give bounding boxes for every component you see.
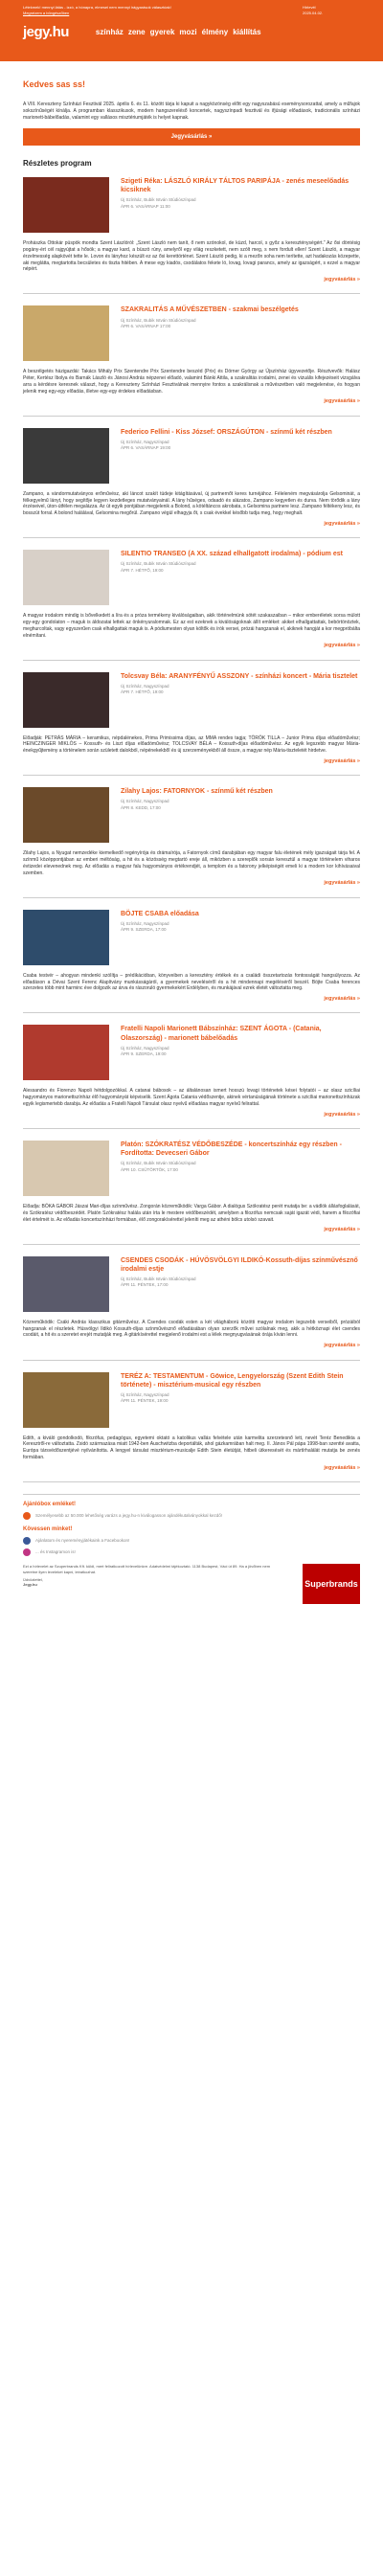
event-description: Közreműködik: Csáki András klasszikus gitárművész. A Csendes csodák esten a két világháború közötti magyar irodalom legszebb verseiből, prózáiból hangzanak el részletek. Húsvölgyi Ildikó Kossuth-díjas színművésznő előadásában olyan szerzők művei szólalnak meg, akik a hétköznapi élet csendes csodáit, a hit és a szeretet erejét mutatják meg. A gitárkísérettel megjelenő irodalmi est a lélek megnyugvásának órája kíván lenni. [23, 1319, 360, 1339]
header-top-left [23, 5, 214, 15]
event-buy-link[interactable]: jegyvásárlás » [324, 757, 360, 764]
follow-title: Kövessen minket! [23, 1526, 73, 1533]
legal-text: Ezt a hírlevelet az Szuperbrands Kft. küldi, mert feliratkozott hírlevelünkre. Adatvédelmi tájékoztató. 1138 Budapest, Váci út 89. Ha a jövőben nem szeretne ilyen leveleket kapni, leiratkozhat. [23, 1564, 271, 1574]
event-title[interactable]: TERÉZ A: TESTAMENTUM - Göwice, Lengyelország (Szent Edith Stein története) - misztérium-musical egy részben [121, 1372, 344, 1389]
event-image[interactable] [23, 1256, 109, 1312]
intro [23, 102, 360, 121]
event-item [23, 550, 360, 660]
event-title[interactable]: Zilahy Lajos: FATORNYOK - színmű két részben [121, 788, 273, 796]
facebook-text: Ajánlatom és nyereményjátékaink a Facebookon! [35, 1538, 130, 1544]
event-item [23, 1372, 360, 1482]
event-image[interactable] [23, 1025, 109, 1080]
event-image[interactable] [23, 910, 109, 965]
event-buy-link[interactable]: jegyvásárlás » [324, 643, 360, 649]
event-buy-link[interactable]: jegyvásárlás » [324, 880, 360, 887]
event-image[interactable] [23, 550, 109, 605]
recommend-text: Személyesebb az 50.000 lehetőség varázs a jegy.hu-n kiválogasson ajándékutalványokkal kezdő! [35, 1512, 223, 1518]
buy-tickets-button[interactable]: Jegyvásárlás » [23, 128, 360, 146]
recommend-title: Ajánlóbox emléket! [23, 1501, 77, 1507]
newsletter-label: Hírlevél [303, 5, 316, 10]
events-list [23, 177, 360, 1482]
event-item [23, 305, 360, 416]
event-buy-link[interactable]: jegyvásárlás » [324, 277, 360, 283]
event-title[interactable]: Platón: SZÓKRATÉSZ VÉDŐBESZÉDE - koncertszínház egy részben - Fordította: Devecseri Gábor [121, 1141, 342, 1158]
event-image[interactable] [23, 177, 109, 233]
facebook-link[interactable] [23, 1537, 360, 1545]
gift-icon [23, 1512, 31, 1520]
section-title: Részletes program [23, 159, 92, 169]
event-image[interactable] [23, 1372, 109, 1428]
event-title[interactable]: CSENDES CSODÁK - HÚVÖSVÖLGYI ILDIKÓ-Kossuth-díjas színművésznő irodalmi estje [121, 1256, 358, 1273]
event-venue: Új Színház, Bubik István Stúdiószínpad [121, 317, 196, 323]
event-description: Alessandro és Fiorenzo Napoli hétdolgozókkal. A catanai bábosok – az általánosan ismert hosszú lovagi történetek kései folytatói – az olasz szicíliai hagyományos marionettszínház élő hagyományát képviselik. Szent Ágota Catania védőszentje, akinek vértanúságának története a szicíliai marionettszínházak egyik legismertebb darabja. Az előadás a Fratelli Napoli Társulat olasz nyelvű előadása magyar nyelvű felirattal. [23, 1088, 360, 1107]
event-description: A beszélgetés házigazdái: Takács Mihály Prix Szentendre Prix Szentendre beszéd (Prix) és Dörner György az Újszínház ügyvezetője. Résztvevők: Halász Péter, Kertész Ibolya és Barnák László és Jánosi András népzenei előadó, valamint Bánki Attila, a szakralitás irodalmi, zenei és vizuális kifejezéseit vizsgálva arra a kérdésre keresnek választ, hogy a Kereszteny Színházi Fesztiválnak mennyire fontos a szakrálisnak a művészetben való megjelenése, és hogyan jelenik meg egy-egy előadás, illetve egy-egy érdekes előadásban. [23, 369, 360, 395]
event-item [23, 1256, 360, 1361]
event-venue: Új Színház, Nagyszínpad [121, 1391, 169, 1397]
superbrands-logo: Superbrands [303, 1564, 360, 1604]
event-buy-link[interactable]: jegyvásárlás » [324, 1227, 360, 1233]
event-description: Prohászka Ottokár püspök mondta Szent Lászlóról: „Szent László nem tanít, ő nem szónokol, de küzd, harcol, s győz a kereszténységért.” Az ősi döntésig pogány-ért cél rajgyújtat a hősök; a magyar kard, a büszö rúny, amelyről egy világ reszketett, nem szólt meg, s nem fordult ellen! Szent László, a magyar érzelmesség alapkövét tette le. Lovon és lányhoz készült ez az ősi kerettörténet. Szent László pedig, ki a mezőn soha nem terítette, azt hadakozás közepette, aki meglátta, megtartotta becsületes és tiszta hitében. A mese egy kiadós, csodálatos fekete ló, lovag, lovagi parancs, amely az igazságért, s ezzel a magyar népért. [23, 240, 360, 273]
event-title[interactable]: Tolcsvay Béla: ARANYFÉNYŰ ASSZONY - színházi koncert - Mária tisztelet [121, 672, 358, 680]
event-buy-link[interactable]: jegyvásárlás » [324, 1464, 360, 1471]
event-title[interactable]: SZAKRALITÁS A MŰVÉSZETBEN - szakmai beszélgetés [121, 306, 299, 314]
newsletter-date: 2025.04.02. [303, 10, 324, 15]
main-nav [96, 28, 261, 38]
nav-item-0[interactable]: színház [95, 27, 124, 36]
header [0, 0, 383, 61]
event-venue: Új Színház, Nagyszínpad [121, 799, 169, 804]
event-image[interactable] [23, 1141, 109, 1196]
event-date: ÁPR 7. HÉTFŐ, 19:00 [121, 689, 164, 695]
instagram-icon [23, 1548, 31, 1556]
header-top-right [303, 5, 360, 15]
event-item [23, 910, 360, 1014]
event-date: ÁPR 6. VASÁRNAP 17:00 [121, 323, 171, 328]
nav-item-5[interactable]: kiállítás [233, 27, 261, 36]
recommend-row[interactable] [23, 1512, 360, 1520]
event-description: Csaba testvér – ahogyan mindenki szólítja – prédikációban, könyveiben a keresztény értékek és a családi összetartozás fontosságát hangsúlyozza. Az előadáson a Dévai Szent Ferenc Alapítvány munkásságáról, a gyermekek neveléséről és a hit mindennapi megéléséről beszél. Böjte Csaba ferences szerzetes több mint harminc éve dolgozik az árva és rászoruló gyermekekért Erdélyben, és munkájával ezrek életét változtatta meg. [23, 972, 360, 992]
event-date: ÁPR 11. PÉNTEK, 19:00 [121, 1397, 169, 1403]
event-image[interactable] [23, 672, 109, 728]
event-image[interactable] [23, 787, 109, 843]
event-venue: Új Színház, Nagyszínpad [121, 683, 169, 689]
event-item [23, 672, 360, 777]
event-description: Előadják: PETRÁS MÁRIA – keramikus, népdalénekes, Prima Primissima díjas, az MMA rendes tagja; TÖRÖK TILLA – Junior Prima díjas előadóművész; HEINCZINGER MIKLÓS – Kossuth- és Liszt díjas előadóművész; TOLCSVAY BÉLA – Kossuth-díjas előadóművész. Az egyik legszebb magyar Mária-énekgyűjtemény a történelem során született dalokból, népénekekből és új szerzeményekből áll össze, a magyar nép Mária-tiszteletét hirdetve. [23, 734, 360, 755]
greeting-title: Kedves sas ss! [23, 79, 86, 89]
event-image[interactable] [23, 428, 109, 484]
event-venue: Új Színház, Nagyszínpad [121, 1045, 169, 1051]
event-buy-link[interactable]: jegyvásárlás » [324, 520, 360, 527]
event-title[interactable]: Federico Fellini - Kiss József: ORSZÁGÚTON - színmű két részben [121, 428, 332, 436]
event-date: ÁPR 9. SZERDA, 19:00 [121, 1051, 167, 1056]
event-title[interactable]: BÖJTE CSABA előadása [121, 910, 199, 917]
nav-item-1[interactable]: zene [127, 27, 146, 36]
event-description: Edith, a kiváló gondolkodó, filozófus, pedagógus, egyetemi oktató a katolikus vallás felvétele után karmelita szerzetesnő lett, nevét Teréz Benedikta a Keresztről-re változtatta. Zsidó származása miatt 1942-ben Auschwitzba deportálták, ahol gázkamrában halt meg. II. János Pál pápa 1998-ban szentté avatta, Európa társvédőszentjévé nyilvánította. A lengyel társulat misztérium-musicalje Edith Stein életútját, hitbeli útkeresését és mártírhalálát mutatja be zenés formában. [23, 1435, 360, 1460]
nav-item-4[interactable]: élmény [201, 27, 229, 36]
facebook-icon [23, 1537, 31, 1545]
event-title[interactable]: Fratelli Napoli Marionett Bábszínház: SZENT ÁGOTA - (Catania, Olaszország) - marionett bábelőadás [121, 1026, 322, 1042]
event-item [23, 1025, 360, 1129]
event-title[interactable]: SILENTIO TRANSEO (A XX. század elhallgatott irodalma) - pódium est [121, 551, 343, 558]
event-venue: Új Színház, Bubik István Stúdiószínpad [121, 561, 196, 567]
event-date: ÁPR 6. VASÁRNAP 19:00 [121, 445, 171, 451]
event-item [23, 1141, 360, 1245]
browser-link[interactable]: Megnézem a böngészőben [23, 10, 70, 15]
event-venue: Új Színház, Bubik István Stúdiószínpad [121, 1277, 196, 1282]
instagram-text: ... és Instagramon is! [35, 1549, 76, 1555]
event-description: Zilahy Lajos, a Nyugat nemzedéke kiemelkedő regényírója és drámaírója, a Fatornyok című darabjában egy magyar falu életének mély igazságait tárja fel. A színmű középpontjában az emberi méltóság, a hit és a közösség megtartó ereje áll, miközben a szereplők sorsán keresztül a magyar történelem viharos évtizedei elevenednek meg. Az előadás a magyar falu hagyományos értékrendjét, a templom és a fatorony jelképiségét emeli ki a modern kor kihívásaival szemben. [23, 850, 360, 876]
event-venue: Új Színház, Bubik István Stúdiószínpad [121, 1161, 196, 1166]
nav-item-3[interactable]: mozi [179, 27, 197, 36]
intro-paragraph: A VIII. Kereszteny Színházi Fesztivál 2025. április 6. és 11. között tárja ki kapuit a nagyközönség előtt egy nagyszabású eseménysorozattal, amely a műfajok sokszínűségét kínálja. A programban klasszikusok, modern hangszereléső koncertek, nagyszínpadi fesztivál és ifjúsági előadások, tradicionális színházi marionett-bábelőadás, valamint egy vallásos misztériumjáték is helyet kapnak. [23, 102, 360, 121]
nav-item-2[interactable]: gyerek [149, 27, 175, 36]
event-item [23, 428, 360, 538]
event-image[interactable] [23, 305, 109, 361]
event-venue: Új Színház, Bubik István Stúdiószínpad [121, 197, 196, 203]
event-date: ÁPR 11. PÉNTEK, 17:00 [121, 1282, 169, 1288]
event-buy-link[interactable]: jegyvásárlás » [324, 398, 360, 405]
event-description: A magyar irodalom mindig is bővelkedett a líra és a próza termékeny kiválóságaiban, akik történelmünk sötét szakaszaiban – mikor emberéletek sorsa múlott egy-egy gondolaton – maguk is áldozatai lettek az önkényuralomnak. Ez az est ezeknek a kiválóságoknak állít emléket: akiket elhallgattattak, bebörtönöztek, meghurcoltak, vagy egyszerűen csak elhallgattak maguk is. A pódiumesten olyan költők és írók versei, prózái hangzanak el, akiknek hangját a kor megpróbálta elnémítani. [23, 613, 360, 639]
event-date: ÁPR 7. HÉTFŐ, 19:00 [121, 567, 164, 573]
event-item [23, 787, 360, 897]
event-item [23, 177, 360, 294]
signature-brand: Jegy.hu [23, 1582, 37, 1588]
event-description: Előadja: BÓKA GÁBOR Jászai Mari-díjas színművész. Zongorán közreműködik: Varga Gábor. A dialógus Szókratész perét mutatja be: a vádlók állásfoglalását, és Szókratész védőbeszédét. Platón Szókratész halála után írta le mestere védőbeszédét, amelyben a filozófus nemcsak saját igazát védi, hanem a filozófiai élet értelmét is. Az előadás koncertszínházi formában, élő zongorakísérettel jeleníti meg az athéni bölcs utolsó szavait. [23, 1204, 360, 1223]
event-date: ÁPR 6. VASÁRNAP 11:00 [121, 203, 170, 209]
header-top-text: Létekmek! mennyi látás - izzó, a hónapra, elmesei nem mennyi irágyarások választóak! [23, 5, 171, 10]
event-venue: Új Színház, Nagyszínpad [121, 439, 169, 444]
signature: Üdvözlettel, [23, 1576, 43, 1582]
event-date: ÁPR 9. SZERDA, 17:00 [121, 927, 167, 933]
event-title[interactable]: Szigeti Réka: LÁSZLÓ KIRÁLY TÁLTOS PARIPÁJA - zenés meseelőadás kicsiknek [121, 178, 349, 194]
event-buy-link[interactable]: jegyvásárlás » [324, 1343, 360, 1349]
event-date: ÁPR 10. CSÜTÖRTÖK, 17:00 [121, 1166, 178, 1172]
footer [23, 1501, 360, 1604]
instagram-link[interactable] [23, 1548, 360, 1556]
event-venue: Új Színház, Nagyszínpad [121, 920, 169, 926]
event-date: ÁPR 8. KEDD, 17:00 [121, 804, 161, 810]
event-buy-link[interactable]: jegyvásárlás » [324, 1111, 360, 1118]
logo[interactable]: jegy.hu [23, 24, 69, 41]
event-buy-link[interactable]: jegyvásárlás » [324, 996, 360, 1003]
event-description: Zampano, a vándormutatványos erőművész, aki láncot szakít tüdeje kitágításával, új partnernőt keres turnéjához. Féleleném megvásárolja Gelsominát, a félkegyelmű lányt, hogy segítője legyen kezdetleges mutatványainál. A lány hűséges, odaadó és alázatos, Zampano kegyetlen és durva. Nem törődik a lány érzéseivel, úton-útfélen megalázza. Az út egyik pontjában megjelenik a Bolond, a kötéltáncos akrobata, s Gelsomina partnere lesz. Zampano féltékeny lesz, és bosszút forral. A bolond halálával, Gelsomina megőrül. Zampano végül elhagyja őt, s csak évekkel később tudja meg, hogy meghalt. [23, 490, 360, 517]
